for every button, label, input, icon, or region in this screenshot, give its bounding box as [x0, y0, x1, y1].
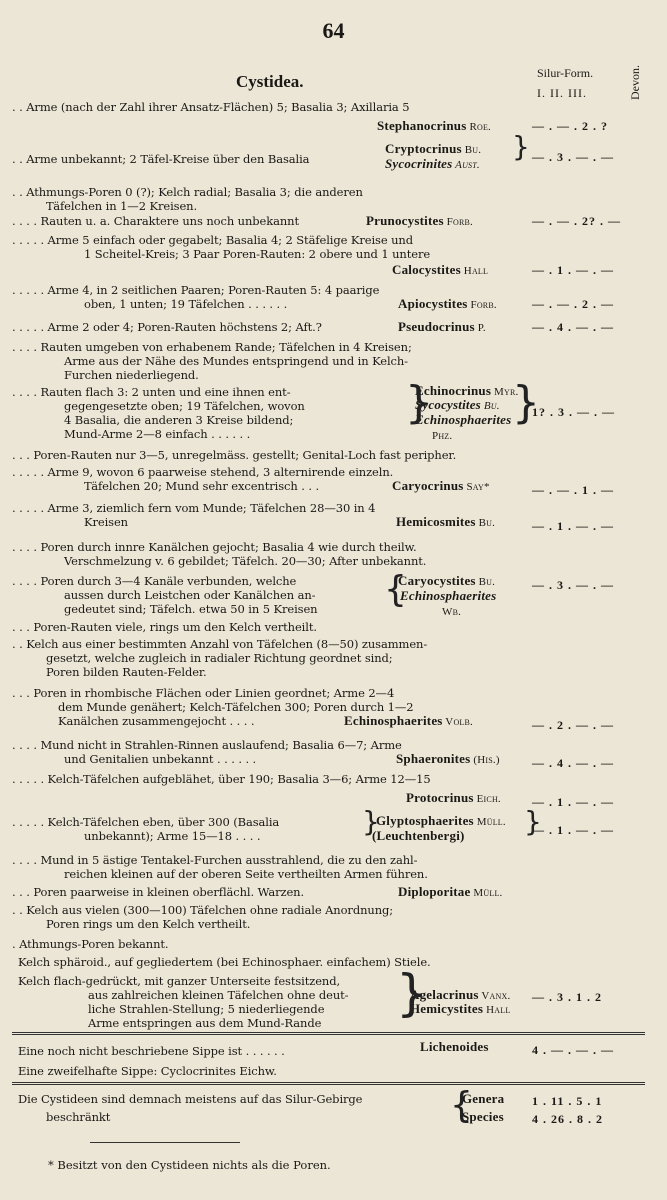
brace-glyph: } — [362, 805, 380, 838]
description-line: Eine noch nicht beschriebene Sippe ist . . . . . . — [18, 1044, 285, 1058]
genus-label: Protocrinus — [406, 790, 474, 805]
genus-author: (His.) — [470, 754, 500, 766]
description-line: . . . Poren-Rauten nur 3—5, unregelmäss. gestellt; Genital-Loch fast peripher. — [12, 448, 457, 462]
genus-name — [396, 752, 500, 767]
silur-form-header: Silur-Form. — [537, 66, 594, 80]
description-line: . . . Poren-Rauten viele, rings um den Kelch vertheilt. — [12, 620, 317, 634]
description-line: . . . . . Arme 2 oder 4; Poren-Rauten höchstens 2; Aft.? — [12, 320, 322, 334]
description-line: oben, 1 unten; 19 Täfelchen . . . . . . — [84, 297, 288, 311]
brace-glyph: { — [450, 1085, 473, 1126]
genus-author: Bu. — [461, 144, 482, 156]
description-line: aus zahlreichen kleinen Täfelchen ohne deut- — [88, 988, 349, 1002]
brace-glyph: } — [405, 377, 433, 428]
occurrence-cell: — . — . 2 . ? — [532, 119, 608, 133]
description-line: . . Athmungs-Poren 0 (?); Kelch radial; Basalia 3; die anderen — [12, 185, 363, 199]
description-line: reichen kleinen auf der oberen Seite vertheilten Armen führen. — [64, 867, 428, 881]
genus-label: Apiocystites — [398, 296, 468, 311]
description-line: aussen durch Leistchen oder Kanälchen an- — [64, 588, 316, 602]
genus-name — [392, 263, 488, 278]
genus-author: Aust. — [452, 159, 480, 171]
genus-label: Prunocystites — [366, 213, 444, 228]
description-line: . . . . Mund in 5 ästige Tentakel-Furchen ausstrahlend, die zu den zahl- — [12, 853, 418, 867]
genus-name — [392, 479, 490, 494]
genus-name — [385, 157, 480, 172]
occurrence-cell: 1? . 3 . — . — — [532, 405, 615, 419]
genus-author: Roe. — [466, 121, 492, 133]
description-line: . . . Poren in rhombische Flächen oder Linien geordnet; Arme 2—4 — [12, 686, 395, 700]
description-line: Die Cystideen sind demnach meistens auf das Silur-Gebirge — [18, 1092, 363, 1106]
genus-label: Cryptocrinus — [385, 141, 462, 156]
description-line: Kanälchen zusammengejocht . . . . — [58, 714, 255, 728]
genus-label: Lichenoides — [420, 1039, 489, 1054]
genus-label: Glyptosphaerites — [376, 813, 474, 828]
genus-author: Vanx. — [478, 990, 511, 1002]
genus-name — [398, 885, 503, 900]
genus-name — [377, 119, 491, 134]
description-line: . . . . Rauten u. a. Charaktere uns noch unbekannt — [12, 214, 300, 228]
genus-author: Volb. — [442, 716, 473, 728]
occurrence-cell: — . 4 . — . — — [532, 756, 614, 770]
description-line: . . . . . Kelch-Täfelchen eben, über 300 (Basalia — [12, 815, 280, 829]
genus-author: Eich. — [473, 793, 501, 805]
description-line: Kelch sphäroid., auf gegliedertem (bei Echinosphaer. einfachem) Stiele. — [18, 955, 431, 969]
description-line: . . . . Rauten umgeben von erhabenem Rande; Täfelchen in 4 Kreisen; — [12, 340, 412, 354]
occurrence-cell: 1 . 11 . 5 . 1 — [532, 1094, 603, 1108]
occurrence-cell: 4 . 26 . 8 . 2 — [532, 1112, 603, 1126]
brace-glyph: } — [524, 805, 542, 838]
occurrence-cell: — . 4 . — . — — [532, 320, 614, 334]
occurrence-cell: — . 1 . — . — — [532, 519, 614, 533]
brace-glyph: } — [512, 130, 530, 163]
occurrence-cell: — . 1 . — . — — [532, 263, 614, 277]
description-line: . . Arme unbekannt; 2 Täfel-Kreise über den Basalia — [12, 152, 310, 166]
description-line: . . . . . Arme 5 einfach oder gegabelt; Basalia 4; 2 Stäfelige Kreise und — [12, 233, 413, 247]
description-line: Verschmelzung v. 6 gebildet; Täfelch. 20—30; After unbekannt. — [64, 554, 427, 568]
genus-author: Hall — [483, 1004, 511, 1016]
description-line: gesetzt, welche zugleich in radialer Richtung geordnet sind; — [46, 651, 393, 665]
genus-name — [398, 574, 495, 589]
description-line: unbekannt); Arme 15—18 . . . . — [84, 829, 261, 843]
genus-author: Müll. — [473, 816, 506, 828]
genus-author: Hall — [460, 265, 489, 277]
genus-name — [400, 589, 496, 603]
description-line: . . . . Rauten flach 3: 2 unten und eine ihnen ent- — [12, 385, 291, 399]
occurrence-cell: — . — . 2 . — — [532, 297, 614, 311]
genus-label: Stephanocrinus — [377, 118, 467, 133]
brace-glyph: } — [396, 964, 428, 1022]
genus-label: Echinocrinus — [415, 383, 492, 398]
genus-author: Forb. — [443, 216, 473, 228]
genus-author: Phz. — [432, 430, 453, 442]
genus-name — [432, 428, 452, 443]
genus-label: Species — [462, 1109, 504, 1124]
occurrence-cell: — . 3 . — . — — [532, 150, 614, 164]
period-columns-header: I. II. III. — [537, 86, 587, 100]
genus-author: Wb. — [442, 606, 462, 618]
genus-name — [366, 214, 473, 229]
genus-author: Bu. — [475, 576, 496, 588]
description-line: Kelch flach-gedrückt, mit ganzer Unterseite festsitzend, — [18, 974, 341, 988]
section-divider — [12, 1032, 645, 1035]
occurrence-cell: — . 3 . — . — — [532, 578, 614, 592]
genus-label: Echinosphaerites — [415, 412, 512, 427]
description-line: . . . . . Arme 3, ziemlich fern vom Munde; Täfelchen 28—30 in 4 — [12, 501, 376, 515]
genus-label: Caryocrinus — [392, 478, 464, 493]
devon-column-header: Devon. — [628, 65, 642, 100]
description-line: Arme entspringen aus dem Mund-Rande — [88, 1016, 322, 1030]
section-divider — [12, 1082, 645, 1085]
genus-label: Hemicystites — [410, 1001, 484, 1016]
section-title: Cystidea. — [236, 72, 304, 91]
description-line: . . Kelch aus einer bestimmten Anzahl von Täfelchen (8—50) zusammen- — [12, 637, 428, 651]
description-line: . . . . . Arme 4, in 2 seitlichen Paaren; Poren-Rauten 5: 4 paarige — [12, 283, 380, 297]
genus-author: Forb. — [467, 299, 497, 311]
genus-author: Müll. — [470, 887, 503, 899]
description-line: Poren rings um den Kelch vertheilt. — [46, 917, 251, 931]
genus-author: Bu. — [475, 517, 496, 529]
description-line: . . . . . Arme 9, wovon 6 paarweise stehend, 3 alternirende einzeln. — [12, 465, 394, 479]
occurrence-cell: — . 2 . — . — — [532, 718, 614, 732]
description-line: . . . . Poren durch innre Kanälchen gejocht; Basalia 4 wie durch theilw. — [12, 540, 417, 554]
genus-author: Myr. — [491, 386, 519, 398]
description-line: Kreisen — [84, 515, 128, 529]
description-line: . . . Poren paarweise in kleinen oberflächl. Warzen. — [12, 885, 305, 899]
genus-label: Sphaeronites — [396, 751, 471, 766]
description-line: gedeutet sind; Täfelch. etwa 50 in 5 Kreisen — [64, 602, 318, 616]
description-line: und Genitalien unbekannt . . . . . . — [64, 752, 257, 766]
footnote-divider — [90, 1142, 240, 1143]
genus-label: (Leuchtenbergi) — [372, 828, 465, 843]
genus-name — [442, 604, 461, 619]
description-line: liche Strahlen-Stellung; 5 niederliegende — [88, 1002, 325, 1016]
genus-name — [376, 814, 506, 829]
genus-name — [385, 142, 481, 157]
brace-glyph: { — [384, 569, 407, 610]
genus-name — [372, 829, 465, 843]
description-line: . . . . Poren durch 3—4 Kanäle verbunden, welche — [12, 574, 297, 588]
genus-author: Bu. — [480, 400, 500, 412]
occurrence-cell: — . 3 . 1 . 2 — [532, 990, 602, 1004]
description-line: Furchen niederliegend. — [64, 368, 199, 382]
description-line: Poren bilden Rauten-Felder. — [46, 665, 207, 679]
occurrence-cell: — . 1 . — . — — [532, 823, 614, 837]
genus-author: Say* — [463, 481, 490, 493]
description-line: Mund-Arme 2—8 einfach . . . . . . — [64, 427, 251, 441]
genus-label: Pseudocrinus — [398, 319, 475, 334]
genus-label: Genera — [462, 1091, 505, 1106]
occurrence-cell: — . 1 . — . — — [532, 795, 614, 809]
genus-name — [406, 791, 501, 806]
genus-label: Sycocrinites — [385, 156, 453, 171]
genus-label: Echinosphaerites — [344, 713, 443, 728]
description-line: gegengesetzte oben; 19 Täfelchen, wovon — [64, 399, 305, 413]
occurrence-cell: — . — . 2? . — — [532, 214, 621, 228]
page-number: 64 — [322, 18, 345, 43]
description-line: Täfelchen in 1—2 Kreisen. — [46, 199, 198, 213]
genus-label: Diploporitae — [398, 884, 471, 899]
genus-label: Hemicosmites — [396, 514, 476, 529]
genus-name — [344, 714, 473, 729]
description-line: beschränkt — [46, 1110, 111, 1124]
genus-name — [396, 515, 495, 530]
genus-author: P. — [474, 322, 486, 334]
description-line: . . Kelch aus vielen (300—100) Täfelchen ohne radiale Anordnung; — [12, 903, 394, 917]
genus-label: Caryocystites — [398, 573, 476, 588]
description-line: Arme aus der Nähe des Mundes entspringend und in Kelch- — [64, 354, 408, 368]
description-line: . . Arme (nach der Zahl ihrer Ansatz-Flächen) 5; Basalia 3; Axillaria 5 — [12, 100, 410, 114]
occurrence-cell: 4 . — . — . — — [532, 1043, 614, 1057]
occurrence-cell: — . — . 1 . — — [532, 483, 614, 497]
genus-label: Echinosphaerites — [400, 588, 497, 603]
genus-name — [398, 297, 497, 312]
description-line: . . . . . Kelch-Täfelchen aufgeblähet, über 190; Basalia 3—6; Arme 12—15 — [12, 772, 431, 786]
footnote: * Besitzt von den Cystideen nichts als die Poren. — [48, 1158, 331, 1172]
genus-label: Agelacrinus — [410, 987, 479, 1002]
genus-label: Sycocystites — [415, 397, 481, 412]
description-line: . Athmungs-Poren bekannt. — [12, 937, 169, 951]
genus-name — [398, 320, 486, 335]
description-line: dem Munde genähert; Kelch-Täfelchen 300; Poren durch 1—2 — [58, 700, 414, 714]
description-line: Täfelchen 20; Mund sehr excentrisch . . . — [84, 479, 320, 493]
description-line: Eine zweifelhafte Sippe: Cyclocrinites Eichw. — [18, 1064, 277, 1078]
brace-glyph: } — [512, 377, 540, 428]
genus-name — [420, 1040, 489, 1054]
description-line: 1 Scheitel-Kreis; 3 Paar Poren-Rauten: 2 obere und 1 untere — [84, 247, 431, 261]
genus-label: Calocystites — [392, 262, 461, 277]
description-line: 4 Basalia, die anderen 3 Kreise bildend; — [64, 413, 294, 427]
description-line: . . . . Mund nicht in Strahlen-Rinnen auslaufend; Basalia 6—7; Arme — [12, 738, 402, 752]
